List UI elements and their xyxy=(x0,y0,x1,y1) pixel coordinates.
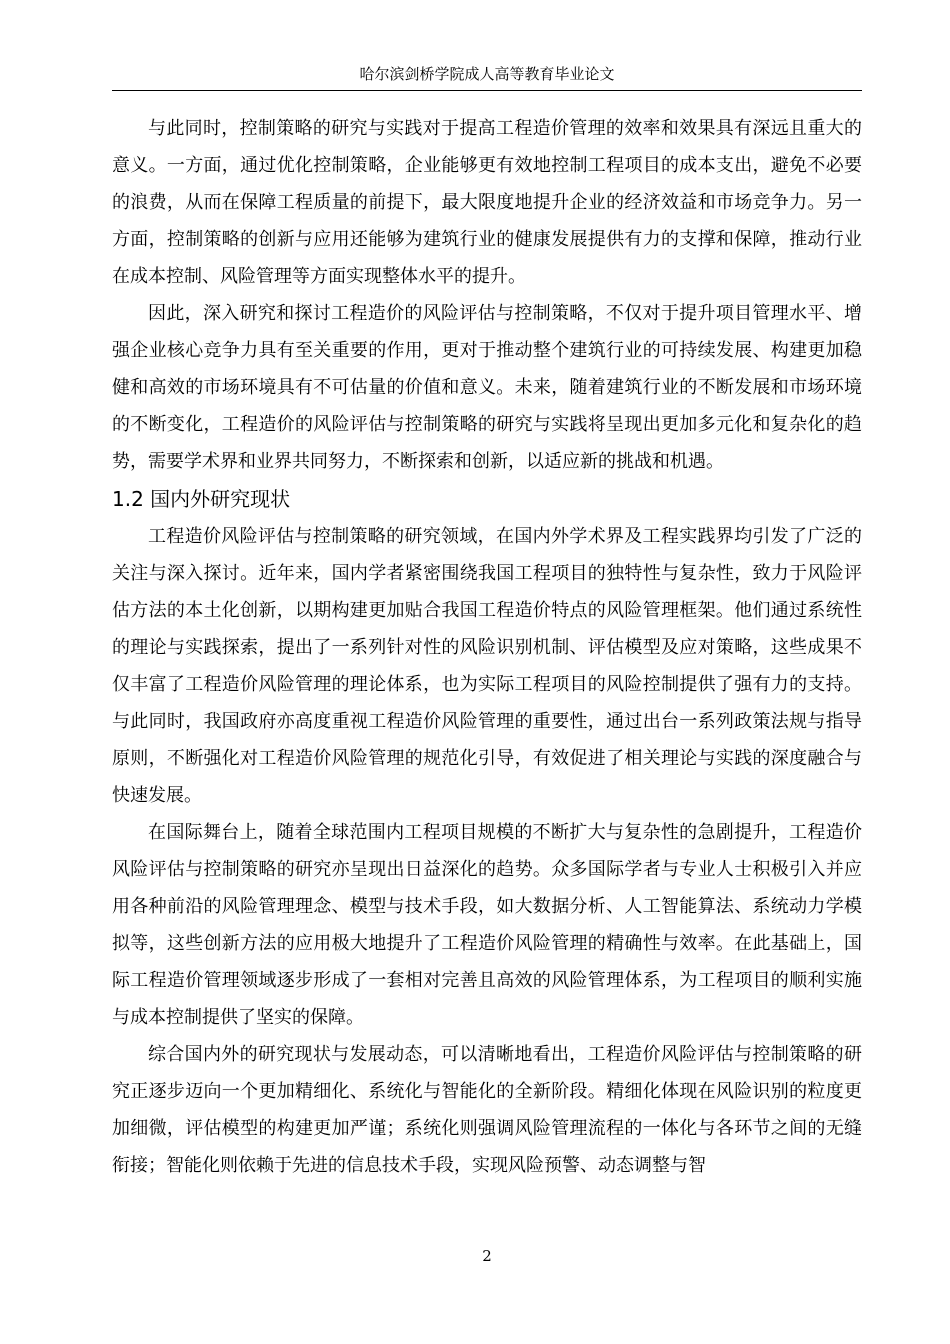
body-paragraph-1: 与此同时，控制策略的研究与实践对于提高工程造价管理的效率和效果具有深远且重大的意义。一方面，通过优化控制策略，企业能够更有效地控制工程项目的成本支出，避免不必要的浪费，从而在保障工程质量的前提下，最大限度地提升企业的经济效益和市场竞争力。另一方面，控制策略的创新与应用还能够为建筑行业的健康发展提供有力的支撑和保障，推动行业在成本控制、风险管理等方面实现整体水平的提升。 xyxy=(112,118,862,287)
body-paragraph-3: 工程造价风险评估与控制策略的研究领域，在国内外学术界及工程实践界均引发了广泛的关注与深入探讨。近年来，国内学者紧密围绕我国工程项目的独特性与复杂性，致力于风险评估方法的本土化创新，以期构建更加贴合我国工程造价特点的风险管理框架。他们通过系统性的理论与实践探索，提出了一系列针对性的风险识别机制、评估模型及应对策略，这些成果不仅丰富了工程造价风险管理的理论体系，也为实际工程项目的风险控制提供了强有力的支持。与此同时，我国政府亦高度重视工程造价风险管理的重要性，通过出台一系列政策法规与指导原则，不断强化对工程造价风险管理的规范化引导，有效促进了相关理论与实践的深度融合与快速发展。 xyxy=(112,526,862,806)
header-divider xyxy=(112,90,862,91)
page-header: 哈尔滨剑桥学院成人高等教育毕业论文 xyxy=(359,65,615,83)
page-body xyxy=(112,110,862,1184)
section-heading: 1.2 国内外研究现状 xyxy=(112,487,291,511)
body-paragraph-5: 综合国内外的研究现状与发展动态，可以清晰地看出，工程造价风险评估与控制策略的研究正逐步迈向一个更加精细化、系统化与智能化的全新阶段。精细化体现在风险识别的粒度更加细微，评估模型的构建更加严谨；系统化则强调风险管理流程的一体化与各环节之间的无缝衔接；智能化则依赖于先进的信息技术手段，实现风险预警、动态调整与智 xyxy=(112,1044,862,1176)
body-paragraph-4: 在国际舞台上，随着全球范围内工程项目规模的不断扩大与复杂性的急剧提升，工程造价风险评估与控制策略的研究亦呈现出日益深化的趋势。众多国际学者与专业人士积极引入并应用各种前沿的风险管理理念、模型与技术手段，如大数据分析、人工智能算法、系统动力学模拟等，这些创新方法的应用极大地提升了工程造价风险管理的精确性与效率。在此基础上，国际工程造价管理领域逐步形成了一套相对完善且高效的风险管理体系，为工程项目的顺利实施与成本控制提供了坚实的保障。 xyxy=(112,822,862,1028)
page-number: 2 xyxy=(482,1247,492,1265)
body-paragraph-2: 因此，深入研究和探讨工程造价的风险评估与控制策略，不仅对于提升项目管理水平、增强企业核心竞争力具有至关重要的作用，更对于推动整个建筑行业的可持续发展、构建更加稳健和高效的市场环境具有不可估量的价值和意义。未来，随着建筑行业的不断发展和市场环境的不断变化，工程造价的风险评估与控制策略的研究与实践将呈现出更加多元化和复杂化的趋势，需要学术界和业界共同努力，不断探索和创新，以适应新的挑战和机遇。 xyxy=(112,303,862,472)
